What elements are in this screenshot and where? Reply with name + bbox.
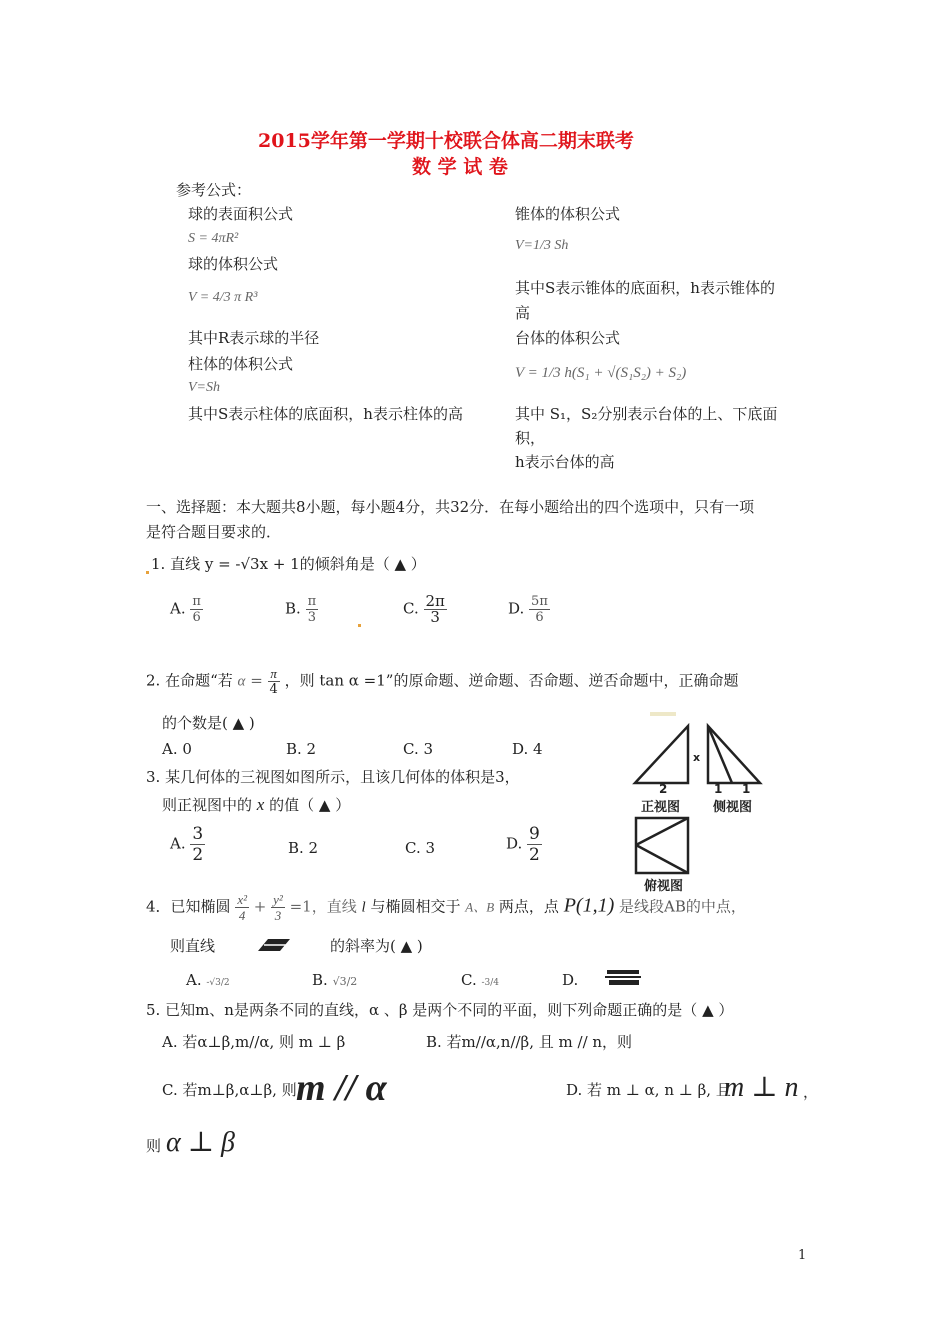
q5-option-d-pre[interactable]: D. 若 m ⊥ α, n ⊥ β, 且 bbox=[566, 1081, 731, 1099]
top-view-square bbox=[636, 818, 688, 873]
q2-line2: 的个数是( ▲ ) bbox=[162, 714, 255, 732]
cone-note-2: 高 bbox=[515, 304, 531, 322]
q4-option-b[interactable]: B. √3/2 bbox=[312, 971, 358, 989]
q4-line2-post: 的斜率为( ▲ ) bbox=[330, 937, 423, 955]
cone-label: 锥体的体积公式 bbox=[515, 205, 621, 223]
front-view-label: 正视图 bbox=[641, 800, 681, 815]
q3-option-a[interactable]: A. $\frac{3}{2}$ bbox=[170, 824, 204, 865]
highlight-dot-icon bbox=[146, 571, 149, 574]
frustum-note-2: 积， bbox=[515, 429, 546, 447]
prism-label: 柱体的体积公式 bbox=[188, 355, 294, 373]
front-view-triangle bbox=[635, 726, 688, 783]
figure-label-2: 2 bbox=[659, 782, 668, 796]
q5-option-c-pre[interactable]: C. 若m⊥β,α⊥β, 则 bbox=[162, 1081, 297, 1099]
highlight-dot-icon bbox=[358, 608, 363, 627]
side-view-label: 侧视图 bbox=[713, 800, 753, 815]
prism-note: 其中S表示柱体的底面积，h表示柱体的高 bbox=[188, 405, 463, 423]
q4-option-c[interactable]: C. -3/4 bbox=[461, 971, 500, 989]
q1-option-c[interactable]: C. $\frac{2\pi}{3}$ bbox=[403, 592, 445, 626]
q4-option-d[interactable]: D. bbox=[562, 971, 579, 989]
side-view-triangle bbox=[708, 726, 760, 783]
q4-line2-pre: 则直线 bbox=[170, 937, 216, 955]
q4-stem: 4．已知椭圆 $\frac{\text{x²}}{4}$ + $\frac{\text{y²}}{3}$ =1，直线 l 与椭圆相交于 A、B 两点，点 P(1,1) 是线段AB的中点， bbox=[146, 892, 746, 923]
frustum-note-1: 其中 S₁，S₂分别表示台体的上、下底面 bbox=[515, 405, 778, 423]
frustum-formula: V = 1/3 h(S₁ + √(S₁S₂) + S₂) bbox=[515, 365, 687, 381]
q1-option-d[interactable]: D. $\frac{5\pi}{6}$ bbox=[508, 594, 548, 625]
q3-option-b[interactable]: B. 2 bbox=[288, 839, 319, 857]
section-instructions-2: 是符合题目要求的． bbox=[146, 523, 282, 541]
q2-option-b[interactable]: B. 2 bbox=[286, 740, 317, 758]
page-number: 1 bbox=[798, 1248, 807, 1263]
cone-formula: V=1/3 Sh bbox=[515, 238, 569, 253]
figure-label-x: x bbox=[693, 751, 701, 764]
q1-option-b[interactable]: B. $\frac{\pi}{3}$ bbox=[285, 594, 317, 625]
q5-option-c-math: m // α bbox=[296, 1067, 387, 1109]
q1-stem: 1. 直线 y = -√3x + 1的倾斜角是（ ▲ ） bbox=[146, 554, 426, 574]
q2-option-a[interactable]: A. 0 bbox=[162, 740, 192, 758]
q5-option-d-math: m ⊥ n bbox=[724, 1072, 799, 1103]
exam-subtitle: 数 学 试 卷 bbox=[412, 156, 508, 178]
q5-then-label: 则 bbox=[146, 1137, 162, 1155]
sphere-volume-label: 球的体积公式 bbox=[188, 255, 279, 273]
q2-option-c[interactable]: C. 3 bbox=[403, 740, 434, 758]
q3-line2: 则正视图中的 x 的值（ ▲ ） bbox=[162, 795, 351, 814]
prism-formula: V=Sh bbox=[188, 380, 220, 395]
q3-option-c[interactable]: C. 3 bbox=[405, 839, 436, 857]
q5-then-math: α ⊥ β bbox=[166, 1127, 235, 1158]
figure-label-1b: 1 bbox=[742, 782, 751, 796]
section-instructions-1: 一、选择题：本大题共8小题，每小题4分，共32分．在每小题给出的四个选项中，只有一项 bbox=[146, 498, 755, 516]
scan-artifact bbox=[650, 712, 676, 716]
frustum-note-3: h表示台体的高 bbox=[515, 453, 615, 471]
top-view-label: 俯视图 bbox=[644, 879, 684, 894]
sphere-area-label: 球的表面积公式 bbox=[188, 205, 294, 223]
cone-note-1: 其中S表示锥体的底面积，h表示锥体的 bbox=[515, 279, 775, 297]
garbled-symbol-icon bbox=[254, 936, 292, 952]
q3-option-d[interactable]: D. $\frac{9}{2}$ bbox=[506, 824, 540, 865]
q5-option-a[interactable]: A. 若α⊥β,m//α, 则 m ⊥ β bbox=[162, 1033, 346, 1051]
garbled-fraction-icon bbox=[604, 968, 644, 988]
sphere-note: 其中R表示球的半径 bbox=[188, 329, 320, 347]
q5-option-b[interactable]: B. 若m//α,n//β, 且 m // n，则 bbox=[426, 1033, 633, 1051]
sphere-area-formula: S = 4πR² bbox=[188, 231, 239, 246]
q4-option-a[interactable]: A. -√3/2 bbox=[186, 971, 230, 989]
formulas-heading: 参考公式： bbox=[176, 181, 252, 199]
q1-option-a[interactable]: A. $\frac{\pi}{6}$ bbox=[170, 594, 201, 625]
q5-option-d-comma: ， bbox=[803, 1083, 819, 1101]
q5-stem: 5. 已知m、n是两条不同的直线，α 、β 是两个不同的平面，则下列命题正确的是（ ▲ ） bbox=[146, 1001, 734, 1019]
frustum-label: 台体的体积公式 bbox=[515, 329, 621, 347]
q2-option-d[interactable]: D. 4 bbox=[512, 740, 543, 758]
q2-stem: 2. 在命题“若 α = $\frac{\pi}{4}$ ，则 tan α =1”的原命题、逆命题、否命题、逆否命题中，正确命题 bbox=[146, 666, 739, 697]
q3-line1: 3. 某几何体的三视图如图所示，且该几何体的体积是3， bbox=[146, 768, 520, 786]
sphere-volume-formula: V = 4/3 π R³ bbox=[188, 290, 258, 305]
exam-title: 2015学年第一学期十校联合体高二期末联考 bbox=[258, 130, 634, 152]
figure-label-1a: 1 bbox=[714, 782, 723, 796]
